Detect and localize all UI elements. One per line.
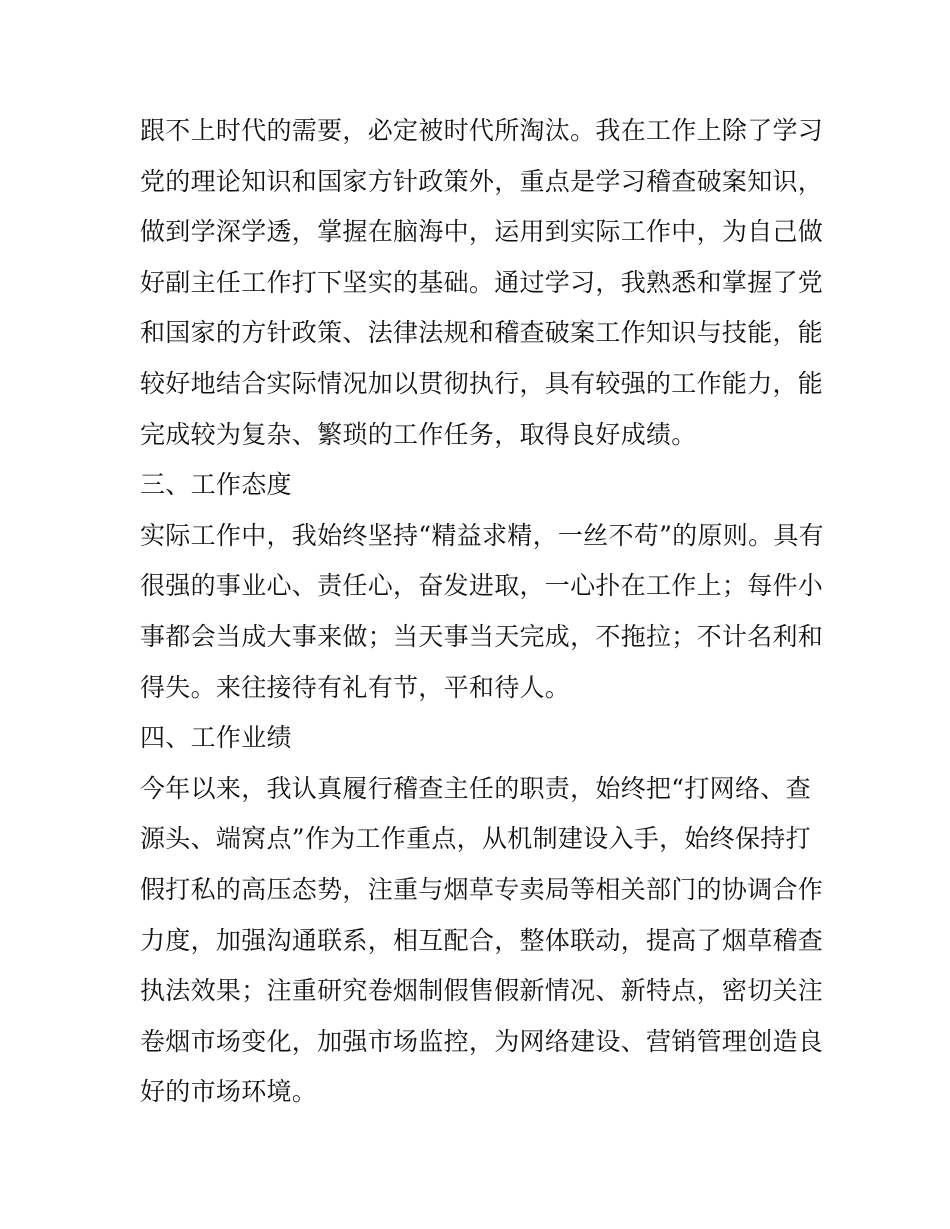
text-line: 和国家的方针政策、法律法规和稽查破案工作知识与技能，能 xyxy=(140,318,824,348)
text-line: 得失。来往接待有礼有节，平和待人。 xyxy=(140,672,571,702)
text-line: 事都会当成大事来做；当天事当天完成，不拖拉；不计名利和 xyxy=(140,621,824,651)
text-line: 假打私的高压态势，注重与烟草专卖局等相关部门的协调合作 xyxy=(140,874,824,904)
text-line: 执法效果；注重研究卷烟制假售假新情况、新特点，密切关注 xyxy=(140,976,824,1006)
text-line: 力度，加强沟通联系，相互配合，整体联动，提高了烟草稽查 xyxy=(140,925,824,955)
section-heading: 四、工作业绩 xyxy=(140,723,292,753)
text-line: 好副主任工作打下坚实的基础。通过学习，我熟悉和掌握了党 xyxy=(140,267,824,297)
section-heading: 三、工作态度 xyxy=(140,470,292,500)
text-line: 卷烟市场变化，加强市场监控，为网络建设、营销管理创造良 xyxy=(140,1026,824,1056)
text-line: 做到学深学透，掌握在脑海中，运用到实际工作中，为自己做 xyxy=(140,217,824,247)
body-text xyxy=(140,106,824,1118)
text-line: 党的理论知识和国家方针政策外，重点是学习稽查破案知识， xyxy=(140,166,824,196)
text-line: 今年以来，我认真履行稽查主任的职责，始终把“打网络、查 xyxy=(140,773,811,803)
text-line: 好的市场环境。 xyxy=(140,1077,318,1107)
text-line: 跟不上时代的需要，必定被时代所淘汰。我在工作上除了学习 xyxy=(140,116,824,145)
text-line: 源头、端窝点”作为工作重点，从机制建设入手，始终保持打 xyxy=(140,824,811,854)
text-line: 较好地结合实际情况加以贯彻执行，具有较强的工作能力，能 xyxy=(140,368,824,398)
text-line: 实际工作中，我始终坚持“精益求精，一丝不苟”的原则。具有 xyxy=(140,520,824,550)
text-line: 完成较为复杂、繁琐的工作任务，取得良好成绩。 xyxy=(140,419,697,449)
text-line: 很强的事业心、责任心，奋发进取，一心扑在工作上；每件小 xyxy=(140,571,824,601)
